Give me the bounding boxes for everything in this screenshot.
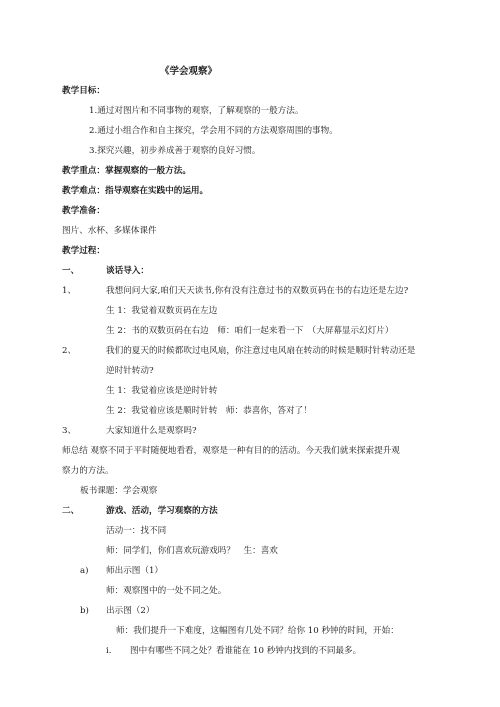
process-heading: 教学过程：: [62, 246, 105, 256]
item-text: 我们的夏天的时候都吹过电风扇，你注意过电风扇在转动的时候是顺时针转动还是: [106, 346, 416, 356]
answer-line: 生 2：书的双数页码在右边 师：咱们一起来看一下 （大屏幕显示幻灯片）: [106, 326, 394, 336]
item-text: 我想问问大家,咱们天天读书,你有没有注意过书的双数页码在书的右边还是左边?: [106, 286, 409, 296]
goal-item-2: 2.通过小组合作和自主探究，学会用不同的方法观察周围的事物。: [89, 126, 338, 136]
dialog-line: 师：同学们，你们喜欢玩游戏吗？ 生：喜欢: [106, 546, 278, 556]
step-subtext: 师：我们提升一下难度，这幅图有几处不同？给你 10 秒钟的时间，开始：: [116, 626, 399, 636]
item-text-continued: 逆时针转动?: [106, 366, 154, 376]
goals-heading: 教学目标：: [62, 86, 105, 96]
prep-heading: 教学准备：: [62, 206, 105, 216]
substep-text: 图中有哪些不同之处？看谁能在 10 秒钟内找到的不同最多。: [130, 646, 362, 656]
goal-item-1: 1.通过对图片和不同事物的观察，了解观察的一般方法。: [89, 106, 304, 116]
item-number: 1、: [62, 286, 77, 296]
answer-line: 生 1：我觉着双数页码在左边: [106, 306, 218, 316]
summary-line: 察力的方法。: [62, 466, 114, 476]
item-number: 3、: [62, 426, 77, 436]
key-point: 教学重点：掌握观察的一般方法。: [62, 166, 191, 176]
answer-line: 生 2：我觉着应该是顺时针转 师：恭喜你，答对了！: [106, 406, 312, 416]
board-title: 板书课题：学会观察: [80, 486, 158, 496]
answer-line: 生 1：我觉着应该是逆时针转: [106, 386, 218, 396]
section2-title: 游戏、活动，学习观察的方法: [106, 506, 218, 516]
section2-number: 二、: [62, 506, 80, 516]
step-label: b): [80, 606, 89, 616]
section1-title: 谈话导入：: [106, 266, 149, 276]
activity-title: 活动一：找不同: [106, 526, 167, 536]
goal-item-3: 3.探究兴趣，初步养成善于观察的良好习惯。: [89, 146, 261, 156]
difficulty: 教学难点：指导观察在实践中的运用。: [62, 186, 209, 196]
substep-label: i.: [106, 646, 112, 656]
item-text: 大家知道什么是观察吗?: [106, 426, 197, 436]
section1-number: 一、: [62, 266, 80, 276]
prep-text: 图片、水杯、多媒体课件: [62, 226, 157, 236]
step-subtext: 师：观察图中的一处不同之处。: [106, 586, 227, 596]
item-number: 2、: [62, 346, 77, 356]
summary-line: 师总结 观察不同于平时随便地看看，观察是一种有目的的活动。今天我们就来探索提升观: [62, 446, 400, 456]
document-title: 《学会观察》: [160, 66, 218, 77]
step-text: 出示图（2）: [106, 606, 155, 616]
step-text: 师出示图（1）: [106, 566, 164, 576]
step-label: a): [80, 566, 89, 576]
